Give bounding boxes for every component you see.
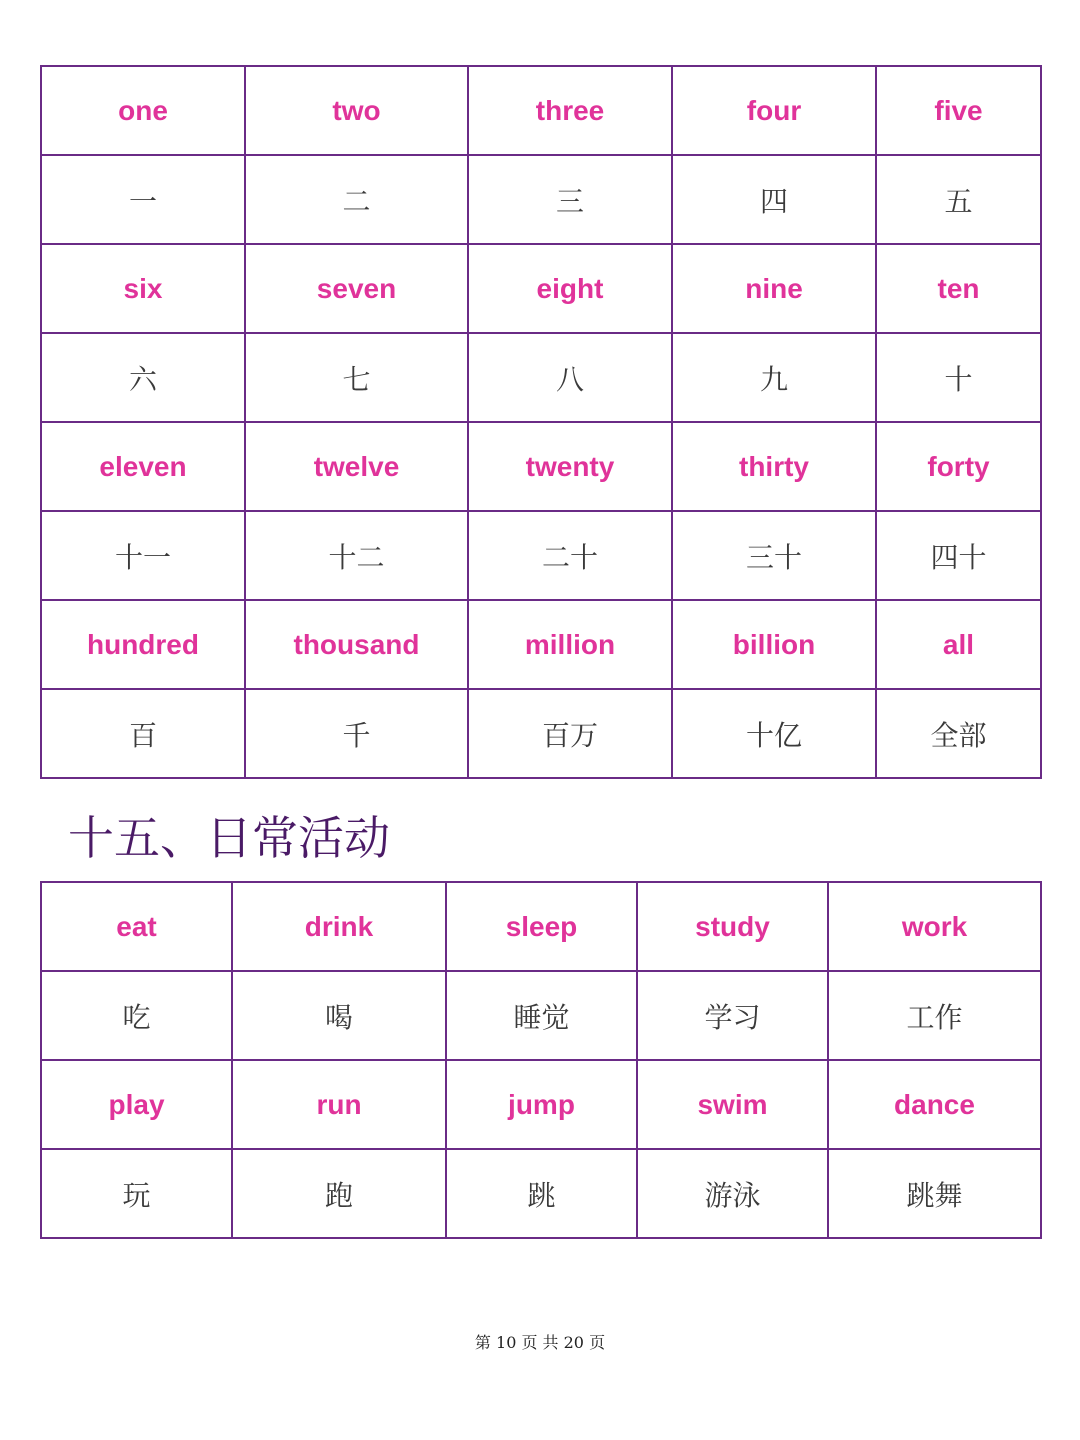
english-word-cell: jump (446, 1060, 637, 1149)
english-word-cell: all (876, 600, 1041, 689)
english-word-cell: run (232, 1060, 446, 1149)
chinese-translation-row (41, 511, 1041, 600)
chinese-word-cell: 吃 (41, 971, 232, 1060)
english-word-cell: nine (672, 244, 876, 333)
chinese-translation-row (41, 333, 1041, 422)
chinese-word-cell: 二十 (468, 511, 672, 600)
english-word-cell: twenty (468, 422, 672, 511)
chinese-word-cell: 百万 (468, 689, 672, 778)
english-word-cell: three (468, 66, 672, 155)
english-word-cell: thirty (672, 422, 876, 511)
chinese-word-cell: 学习 (637, 971, 828, 1060)
chinese-word-cell: 游泳 (637, 1149, 828, 1238)
section-heading: 十五、日常活动 (68, 811, 390, 865)
chinese-word-cell: 八 (468, 333, 672, 422)
english-word-cell: four (672, 66, 876, 155)
english-word-cell: hundred (41, 600, 245, 689)
chinese-word-cell: 喝 (232, 971, 446, 1060)
chinese-word-cell: 三 (468, 155, 672, 244)
chinese-word-cell: 千 (245, 689, 468, 778)
chinese-word-cell: 六 (41, 333, 245, 422)
english-word-cell: swim (637, 1060, 828, 1149)
chinese-translation-row (41, 689, 1041, 778)
chinese-translation-row (41, 971, 1041, 1060)
english-word-cell: sleep (446, 882, 637, 971)
english-word-cell: eat (41, 882, 232, 971)
chinese-word-cell: 工作 (828, 971, 1041, 1060)
chinese-word-cell: 四 (672, 155, 876, 244)
page-number-footer: 第 10 页 共 20 页 (474, 1333, 606, 1352)
english-word-cell: one (41, 66, 245, 155)
english-word-cell: seven (245, 244, 468, 333)
chinese-word-cell: 九 (672, 333, 876, 422)
english-word-cell: play (41, 1060, 232, 1149)
chinese-word-cell: 跳舞 (828, 1149, 1041, 1238)
english-word-cell: eight (468, 244, 672, 333)
english-word-cell: six (41, 244, 245, 333)
english-word-cell: billion (672, 600, 876, 689)
numbers-table-body (41, 66, 1041, 778)
chinese-translation-row (41, 155, 1041, 244)
chinese-word-cell: 二 (245, 155, 468, 244)
english-word-row (41, 600, 1041, 689)
chinese-word-cell: 全部 (876, 689, 1041, 778)
english-word-row (41, 1060, 1041, 1149)
chinese-word-cell: 五 (876, 155, 1041, 244)
english-word-cell: study (637, 882, 828, 971)
english-word-row (41, 882, 1041, 971)
english-word-row (41, 422, 1041, 511)
english-word-cell: dance (828, 1060, 1041, 1149)
english-word-cell: ten (876, 244, 1041, 333)
chinese-word-cell: 跑 (232, 1149, 446, 1238)
activities-table-body (41, 882, 1041, 1238)
english-word-cell: eleven (41, 422, 245, 511)
english-word-cell: million (468, 600, 672, 689)
chinese-word-cell: 十二 (245, 511, 468, 600)
english-word-cell: five (876, 66, 1041, 155)
chinese-word-cell: 十亿 (672, 689, 876, 778)
english-word-row (41, 66, 1041, 155)
english-word-cell: two (245, 66, 468, 155)
chinese-translation-row (41, 1149, 1041, 1238)
chinese-word-cell: 睡觉 (446, 971, 637, 1060)
chinese-word-cell: 四十 (876, 511, 1041, 600)
chinese-word-cell: 跳 (446, 1149, 637, 1238)
english-word-cell: forty (876, 422, 1041, 511)
english-word-cell: drink (232, 882, 446, 971)
activities-vocab-table (40, 881, 1042, 1239)
numbers-vocab-table (40, 65, 1042, 779)
chinese-word-cell: 十 (876, 333, 1041, 422)
chinese-word-cell: 七 (245, 333, 468, 422)
chinese-word-cell: 百 (41, 689, 245, 778)
chinese-word-cell: 十一 (41, 511, 245, 600)
english-word-cell: twelve (245, 422, 468, 511)
chinese-word-cell: 一 (41, 155, 245, 244)
english-word-cell: work (828, 882, 1041, 971)
chinese-word-cell: 玩 (41, 1149, 232, 1238)
chinese-word-cell: 三十 (672, 511, 876, 600)
english-word-row (41, 244, 1041, 333)
english-word-cell: thousand (245, 600, 468, 689)
